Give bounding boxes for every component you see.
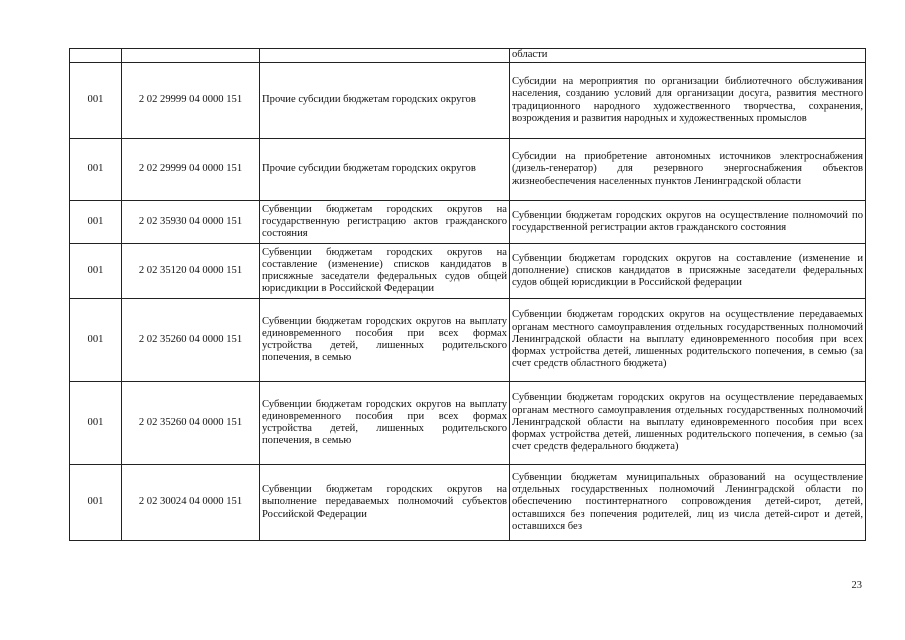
- table-row: [70, 465, 866, 541]
- admin-code: 001: [87, 416, 104, 428]
- table-row: [70, 49, 866, 63]
- revenue-name: Субвенции бюджетам городских округов на выплату единовременного пособия при всех формах устройства детей, лишенных родительского попечения, в семью: [262, 398, 507, 447]
- table-row: [70, 299, 866, 382]
- revenue-name: Субвенции бюджетам городских округов на выполнение передаваемых полномочий субъектов Российской Федерации: [262, 484, 507, 520]
- revenue-description: Субвенции бюджетам городских округов на составление (изменение и дополнение) списков кандидатов в присяжные заседатели федеральных судов общей юрисдикции в Российской федерации: [512, 252, 863, 289]
- kbk-cell: [122, 139, 260, 201]
- description-cell: [510, 244, 866, 299]
- admin-code-cell: [70, 139, 122, 201]
- revenue-name-cell: [260, 139, 510, 201]
- admin-code-cell: [70, 244, 122, 299]
- revenue-description: Субвенции бюджетам городских округов на осуществление передаваемых органам местного самоуправления отдельных государственных полномочий Ленинградской области на выплату единовременного пособия при всех формах устройства детей, лишенных родительского попечения, в семью (за счет средств федерального бюджета): [512, 392, 863, 453]
- budget-revenue-table: [69, 48, 866, 541]
- description-cell: [510, 201, 866, 244]
- table-row: [70, 139, 866, 201]
- kbk-cell: [122, 299, 260, 382]
- revenue-name-cell: [260, 49, 510, 63]
- admin-code: 001: [87, 94, 104, 106]
- table-row: [70, 201, 866, 244]
- admin-code-cell: [70, 382, 122, 465]
- description-cell: [510, 299, 866, 382]
- kbk-code: 2 02 29999 04 0000 151: [138, 163, 243, 175]
- kbk-code: 2 02 35120 04 0000 151: [138, 264, 243, 276]
- description-cell: [510, 49, 866, 63]
- revenue-name: Субвенции бюджетам городских округов на составление (изменение) списков кандидатов в присяжные заседатели федеральных судов общей юрисдикции в Российской Федерации: [262, 246, 507, 295]
- revenue-name: Прочие субсидии бюджетам городских округов: [262, 163, 476, 175]
- kbk-code: 2 02 30024 04 0000 151: [138, 496, 243, 508]
- table-row: [70, 63, 866, 139]
- admin-code: 001: [87, 163, 104, 175]
- description-cell: [510, 63, 866, 139]
- kbk-code: 2 02 29999 04 0000 151: [138, 94, 243, 106]
- revenue-name-cell: [260, 465, 510, 541]
- revenue-name-cell: [260, 63, 510, 139]
- revenue-description: Субвенции бюджетам городских округов на осуществление полномочий по государственной регистрации актов гражданского состояния: [512, 209, 863, 233]
- description-cell: [510, 139, 866, 201]
- admin-code-cell: [70, 49, 122, 63]
- description-cell: [510, 465, 866, 541]
- revenue-name-cell: [260, 382, 510, 465]
- admin-code-cell: [70, 201, 122, 244]
- table-row: [70, 382, 866, 465]
- revenue-name-cell: [260, 299, 510, 382]
- admin-code: 001: [87, 264, 104, 276]
- revenue-name: Субвенции бюджетам городских округов на государственную регистрацию актов гражданского состояния: [262, 203, 507, 240]
- description-cell: [510, 382, 866, 465]
- revenue-description: Субвенции бюджетам городских округов на осуществление передаваемых органам местного самоуправления отдельных государственных полномочий Ленинградской области на выплату единовременного пособия при всех формах устройства детей, лишенных родительского попечения, в семью (за счет средств областного бюджета): [512, 309, 863, 370]
- kbk-cell: [122, 63, 260, 139]
- table-row: [70, 244, 866, 299]
- kbk-cell: [122, 465, 260, 541]
- revenue-description: Субсидии на приобретение автономных источников электроснабжения (дизель-генератор) для резервного энергоснабжения объектов жизнеобеспечения населенных пунктов Ленинградской области: [512, 151, 863, 187]
- admin-code-cell: [70, 63, 122, 139]
- kbk-code: 2 02 35930 04 0000 151: [138, 215, 243, 227]
- revenue-description: Субвенции бюджетам муниципальных образований на осуществление отдельных государственных полномочий Ленинградской области по обеспечению постинтернатного сопровождения детей-сирот, детей, оставшихся без попечения родителей, лиц из числа детей-сирот и детей, оставшихся без: [512, 471, 863, 532]
- admin-code-cell: [70, 465, 122, 541]
- admin-code: 001: [87, 496, 104, 508]
- kbk-cell: [122, 201, 260, 244]
- revenue-name-cell: [260, 244, 510, 299]
- admin-code-cell: [70, 299, 122, 382]
- page-number: 23: [851, 580, 862, 591]
- kbk-cell: [122, 49, 260, 63]
- kbk-cell: [122, 244, 260, 299]
- revenue-description: области: [512, 49, 548, 61]
- kbk-cell: [122, 382, 260, 465]
- kbk-code: 2 02 35260 04 0000 151: [138, 416, 243, 428]
- revenue-name: Субвенции бюджетам городских округов на выплату единовременного пособия при всех формах устройства детей, лишенных родительского попечения, в семью: [262, 315, 507, 364]
- revenue-name: Прочие субсидии бюджетам городских округов: [262, 94, 476, 106]
- revenue-description: Субсидии на мероприятия по организации библиотечного обслуживания населения, созданию условий для организации досуга, развития местного традиционного народного художественного творчества, сохранения, возрождения и развития народных и художественных промыслов: [512, 76, 863, 124]
- admin-code: 001: [87, 333, 104, 345]
- admin-code: 001: [87, 215, 104, 227]
- kbk-code: 2 02 35260 04 0000 151: [138, 333, 243, 345]
- revenue-name-cell: [260, 201, 510, 244]
